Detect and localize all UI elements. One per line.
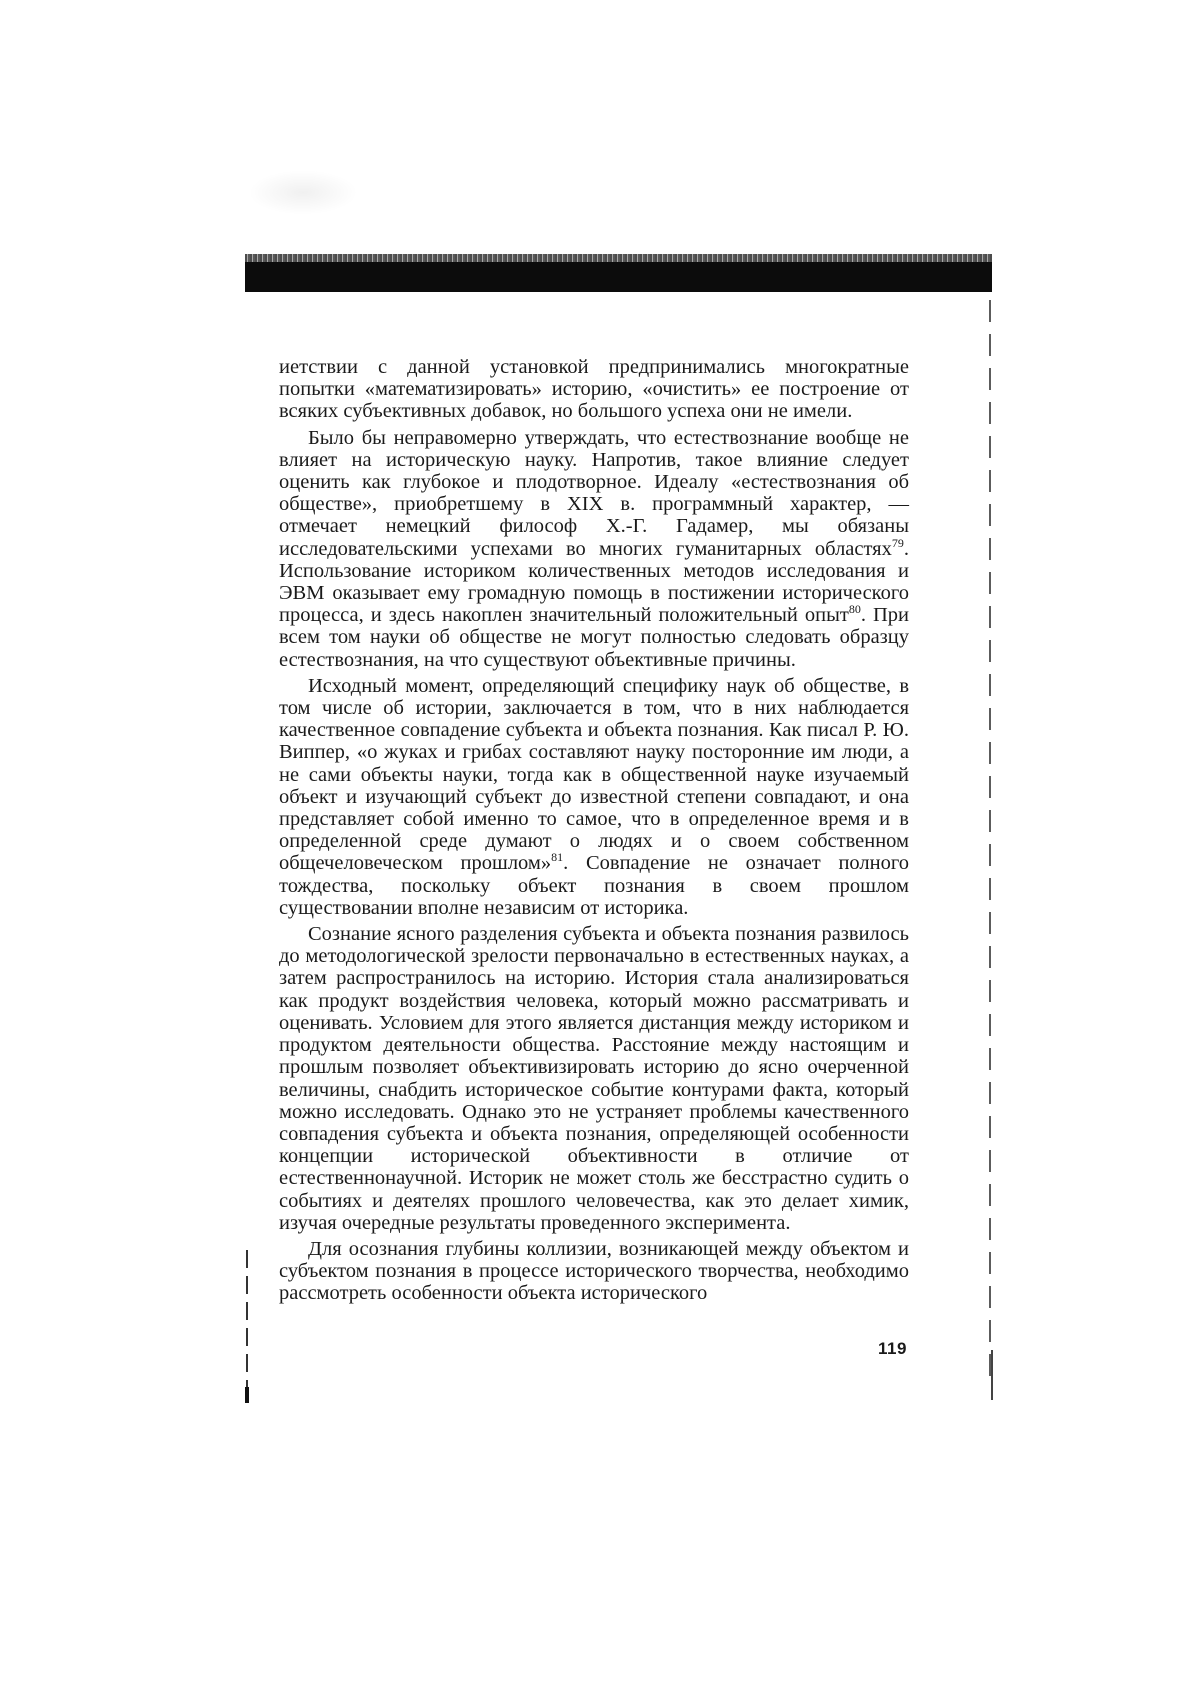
scan-smudge [248,170,358,215]
left-margin-line [246,1250,248,1400]
paragraph-2 [279,427,909,671]
right-margin-mark [991,1350,993,1400]
left-margin-mark [245,1387,249,1403]
header-band [245,262,992,292]
paragraph-3 [279,675,909,919]
paragraph-5: Для осознания глубины коллизии, возникающей между объектом и субъектом познания в процессе исторического творчества, необходимо рассмотреть особенности объекта исторического [279,1237,909,1305]
body-text [279,356,909,1305]
page-number: 119 [878,1339,907,1358]
right-margin-line [989,300,991,1380]
paragraph-1: иетствии с данной установкой предпринимались многократные попытки «математизировать» историю, «очистить» ее построение от всяких субъективных добавок, но большого успеха они не имели. [279,356,909,423]
footnote-ref-81: 81 [551,850,564,865]
footnote-ref-80: 80 [848,602,861,617]
paragraph-2-part-1: Было бы неправомерно утверждать, что естествознание вообще не влияет на историческую науку. Напротив, такое влияние следует оценить как глубокое и плодотворное. Идеалу «естествознания об обществе», приобретшему в XIX в. программный характер, — отмечает немецкий философ Х.-Г. Гадамер, мы обязаны исследовательскими успехами во многих гуманитарных областях [279,426,909,560]
paragraph-2-part-3: . При всем том науки об обществе не могут полностью следовать образцу естествознания, на что существуют объективные причины. [279,604,909,671]
paragraph-3-part-2: . Совпадение не означает полного тождества, поскольку объект познания в своем прошлом существовании вполне независим от историка. [279,852,909,919]
footnote-ref-79: 79 [891,535,904,550]
paragraph-4: Сознание ясного разделения субъекта и объекта познания развилось до методологической зрелости первоначально в естественных науках, а затем распространилось на историю. История стала анализироваться как продукт воздействия человека, который можно рассматривать и оценивать. Условием для этого является дистанция между историком и продуктом деятельности общества. Расстояние между настоящим и прошлым позволяет объективизировать историю до ясно очерченной величины, снабдить историческое событие контурами факта, который можно исследовать. Однако это не устраняет проблемы качественного совпадения субъекта и объекта познания, определяющей особенности концепции исторической объективности в отличие от естественнонаучной. Историк не может столь же бесстрастно судить о событиях и деятелях прошлого человечества, как это делает химик, изучая очередные результаты проведенного эксперимента. [279,923,909,1234]
paragraph-2-part-2: . Использование историком количественных методов исследования и ЭВМ оказывает ему громадную помощь в постижении исторического процесса, и здесь накоплен значительный положительный опыт [279,537,909,627]
paragraph-3-part-1: Исходный момент, определяющий специфику наук об обществе, в том числе об истории, заключается в том, что в них наблюдается качественное совпадение субъекта и объекта познания. Как писал Р. Ю. Виппер, «о жуках и грибах составляют науку посторонние им люди, а не сами объекты науки, тогда как в общественной науке изучаемый объект и изучающий субъект до известной степени совпадают, и она представляет собой именно то самое, что в определенное время и в определенной среде думают о людях и о своем собственном общечеловеческом прошлом» [279,674,909,875]
